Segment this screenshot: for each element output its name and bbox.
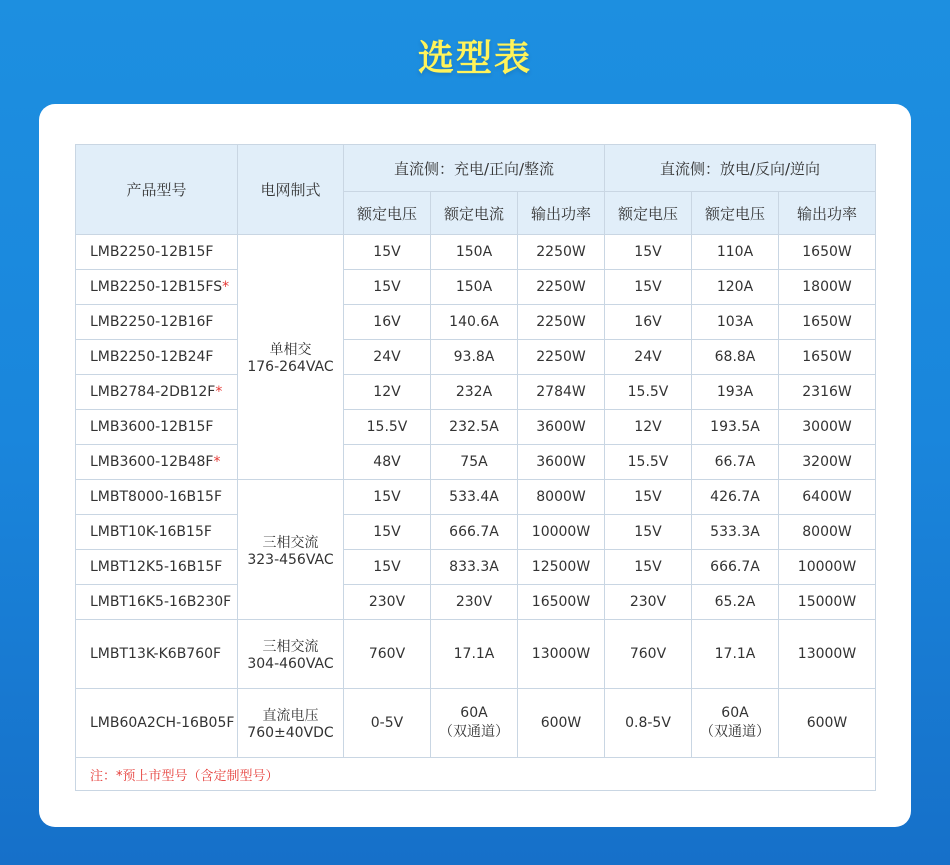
model-cell [76, 550, 238, 585]
table-row [76, 235, 876, 270]
discharge-power [779, 620, 876, 689]
charge-voltage [344, 270, 431, 305]
header-grid: 电网制式 [238, 145, 344, 235]
model-name: LMB3600-12B15F [90, 419, 214, 435]
charge-voltage-value: 0-5V [370, 715, 404, 731]
table-row [76, 305, 876, 340]
charge-current-value: 666.7A [449, 524, 499, 540]
discharge-voltage-value: 16V [634, 314, 662, 330]
charge-current-value: 60A [460, 705, 488, 721]
charge-power [518, 515, 605, 550]
model-name: LMB2250-12B24F [90, 349, 214, 365]
discharge-power [779, 340, 876, 375]
header-discharge-group: 直流侧：放电/反向/逆向 [605, 145, 876, 192]
charge-power [518, 445, 605, 480]
table-row [76, 340, 876, 375]
header-discharge-power: 输出功率 [779, 192, 876, 235]
discharge-power-value: 3000W [802, 419, 852, 435]
discharge-power-value: 6400W [802, 489, 852, 505]
discharge-power [779, 480, 876, 515]
charge-power-value: 2250W [536, 279, 586, 295]
grid-cell [238, 620, 344, 689]
grid-line2: 323-456VAC [247, 551, 334, 568]
charge-power [518, 550, 605, 585]
charge-voltage [344, 340, 431, 375]
grid-cell [238, 480, 344, 620]
charge-current-value: 232.5A [449, 419, 499, 435]
charge-voltage [344, 585, 431, 620]
discharge-voltage-value: 15V [634, 559, 662, 575]
charge-power [518, 410, 605, 445]
header-charge-power: 输出功率 [518, 192, 605, 235]
discharge-power-value: 13000W [797, 646, 857, 662]
header-model: 产品型号 [76, 145, 238, 235]
charge-voltage-value: 15.5V [366, 419, 408, 435]
model-cell [76, 445, 238, 480]
table-row [76, 515, 876, 550]
table-row [76, 620, 876, 689]
model-name: LMB2250-12B15FS [90, 279, 223, 295]
charge-current-note: （双通道） [439, 724, 509, 740]
discharge-power-value: 1650W [802, 349, 852, 365]
charge-current-value: 140.6A [449, 314, 499, 330]
charge-current-value: 230V [455, 594, 493, 610]
discharge-current-value: 120A [716, 279, 754, 295]
discharge-current-value: 65.2A [714, 594, 756, 610]
model-name: LMBT16K5-16B230F [90, 594, 232, 610]
charge-voltage [344, 515, 431, 550]
discharge-current [692, 235, 779, 270]
discharge-current [692, 340, 779, 375]
charge-voltage [344, 410, 431, 445]
discharge-voltage [605, 305, 692, 340]
discharge-power-value: 3200W [802, 454, 852, 470]
charge-voltage [344, 375, 431, 410]
table-row [76, 550, 876, 585]
charge-voltage [344, 235, 431, 270]
grid-cell [238, 689, 344, 758]
charge-power-value: 12500W [531, 559, 591, 575]
charge-current [431, 235, 518, 270]
charge-power [518, 480, 605, 515]
charge-power [518, 689, 605, 758]
discharge-current-value: 60A [721, 705, 749, 721]
discharge-current [692, 305, 779, 340]
charge-power [518, 235, 605, 270]
discharge-voltage [605, 515, 692, 550]
discharge-power [779, 585, 876, 620]
charge-power [518, 620, 605, 689]
charge-power-value: 2784W [536, 384, 586, 400]
model-cell [76, 270, 238, 305]
discharge-power [779, 410, 876, 445]
charge-current-value: 150A [455, 244, 493, 260]
discharge-voltage-value: 15.5V [627, 454, 669, 470]
discharge-power-value: 15000W [797, 594, 857, 610]
discharge-voltage [605, 550, 692, 585]
charge-voltage [344, 550, 431, 585]
discharge-current-value: 110A [716, 244, 754, 260]
selection-card [39, 104, 911, 827]
discharge-power-value: 1800W [802, 279, 852, 295]
discharge-voltage-value: 760V [629, 646, 667, 662]
discharge-voltage-value: 15V [634, 279, 662, 295]
footnote: 注：*预上市型号（含定制型号） [76, 758, 876, 791]
discharge-current [692, 585, 779, 620]
discharge-current [692, 445, 779, 480]
header-discharge-voltage: 额定电压 [605, 192, 692, 235]
charge-current [431, 480, 518, 515]
charge-current [431, 270, 518, 305]
model-cell [76, 585, 238, 620]
pre-launch-star: * [222, 279, 230, 295]
model-name: LMB3600-12B48F [90, 454, 214, 470]
model-name: LMB60A2CH-16B05F [90, 715, 235, 731]
discharge-voltage-value: 24V [634, 349, 662, 365]
discharge-power [779, 270, 876, 305]
discharge-voltage [605, 340, 692, 375]
header-charge-voltage: 额定电压 [344, 192, 431, 235]
discharge-current-value: 17.1A [714, 646, 756, 662]
model-name: LMB2250-12B16F [90, 314, 214, 330]
discharge-current [692, 375, 779, 410]
charge-current [431, 375, 518, 410]
discharge-current-value: 68.8A [714, 349, 756, 365]
discharge-current [692, 410, 779, 445]
model-cell [76, 305, 238, 340]
page-title: 选型表 [417, 38, 532, 79]
charge-voltage-value: 15V [373, 244, 401, 260]
charge-power-value: 3600W [536, 419, 586, 435]
model-cell [76, 620, 238, 689]
charge-current [431, 620, 518, 689]
discharge-voltage-value: 15.5V [627, 384, 669, 400]
discharge-power [779, 305, 876, 340]
header-charge-group: 直流侧：充电/正向/整流 [344, 145, 605, 192]
model-cell [76, 515, 238, 550]
charge-voltage-value: 15V [373, 279, 401, 295]
model-name: LMBT8000-16B15F [90, 489, 223, 505]
charge-power [518, 270, 605, 305]
model-cell [76, 235, 238, 270]
charge-power [518, 375, 605, 410]
discharge-current [692, 689, 779, 758]
discharge-power-value: 1650W [802, 244, 852, 260]
discharge-voltage [605, 270, 692, 305]
charge-voltage [344, 445, 431, 480]
charge-power-value: 600W [540, 715, 582, 731]
charge-power-value: 16500W [531, 594, 591, 610]
charge-power-value: 3600W [536, 454, 586, 470]
charge-current-value: 833.3A [449, 559, 499, 575]
charge-current [431, 550, 518, 585]
discharge-current-note: （双通道） [700, 724, 770, 740]
discharge-voltage-value: 0.8-5V [625, 715, 671, 731]
discharge-current-value: 103A [716, 314, 754, 330]
charge-power-value: 2250W [536, 244, 586, 260]
model-cell [76, 480, 238, 515]
model-cell [76, 689, 238, 758]
selection-table [75, 144, 876, 791]
discharge-current [692, 550, 779, 585]
discharge-voltage [605, 689, 692, 758]
charge-voltage [344, 305, 431, 340]
charge-voltage [344, 480, 431, 515]
discharge-power [779, 445, 876, 480]
charge-voltage-value: 12V [373, 384, 401, 400]
header-discharge-current: 额定电压 [692, 192, 779, 235]
charge-power-value: 13000W [531, 646, 591, 662]
discharge-power [779, 550, 876, 585]
charge-voltage-value: 15V [373, 489, 401, 505]
discharge-power-value: 8000W [802, 524, 852, 540]
charge-current [431, 515, 518, 550]
discharge-current [692, 620, 779, 689]
charge-power-value: 2250W [536, 349, 586, 365]
model-cell [76, 410, 238, 445]
charge-voltage-value: 230V [368, 594, 406, 610]
discharge-current-value: 426.7A [710, 489, 760, 505]
table-row [76, 480, 876, 515]
discharge-power-value: 10000W [797, 559, 857, 575]
charge-current-value: 533.4A [449, 489, 499, 505]
charge-current [431, 305, 518, 340]
discharge-power [779, 515, 876, 550]
grid-cell [238, 235, 344, 480]
pre-launch-star: * [215, 384, 223, 400]
discharge-current-value: 193A [716, 384, 754, 400]
charge-power [518, 585, 605, 620]
model-name: LMBT13K-K6B760F [90, 646, 222, 662]
charge-current-value: 93.8A [453, 349, 495, 365]
discharge-voltage-value: 15V [634, 489, 662, 505]
charge-current-value: 17.1A [453, 646, 495, 662]
table-body [76, 235, 876, 791]
pre-launch-star: * [213, 454, 221, 470]
table-row [76, 689, 876, 758]
model-cell [76, 340, 238, 375]
model-name: LMBT12K5-16B15F [90, 559, 223, 575]
discharge-current [692, 480, 779, 515]
discharge-voltage [605, 235, 692, 270]
charge-power-value: 10000W [531, 524, 591, 540]
discharge-current-value: 533.3A [710, 524, 760, 540]
discharge-power [779, 375, 876, 410]
charge-voltage-value: 16V [373, 314, 401, 330]
table-row [76, 585, 876, 620]
charge-current-value: 150A [455, 279, 493, 295]
discharge-voltage-value: 15V [634, 524, 662, 540]
charge-power [518, 305, 605, 340]
discharge-voltage [605, 410, 692, 445]
charge-voltage-value: 15V [373, 524, 401, 540]
grid-line2: 760±40VDC [247, 725, 334, 741]
charge-current [431, 340, 518, 375]
grid-line1: 三相交流 [262, 534, 319, 551]
discharge-voltage [605, 585, 692, 620]
discharge-power-value: 2316W [802, 384, 852, 400]
discharge-voltage-value: 15V [634, 244, 662, 260]
model-name: LMB2784-2DB12F [90, 384, 216, 400]
model-name: LMBT10K-16B15F [90, 524, 212, 540]
discharge-power [779, 689, 876, 758]
discharge-power [779, 235, 876, 270]
grid-line2: 304-460VAC [247, 656, 334, 672]
discharge-voltage [605, 375, 692, 410]
grid-line1: 直流电压 [262, 708, 319, 724]
charge-power [518, 340, 605, 375]
discharge-voltage [605, 480, 692, 515]
charge-voltage-value: 760V [368, 646, 406, 662]
table-row [76, 410, 876, 445]
model-name: LMB2250-12B15F [90, 244, 214, 260]
charge-voltage-value: 24V [373, 349, 401, 365]
charge-voltage-value: 48V [373, 454, 401, 470]
discharge-voltage [605, 620, 692, 689]
discharge-current [692, 270, 779, 305]
charge-current [431, 445, 518, 480]
discharge-power-value: 1650W [802, 314, 852, 330]
discharge-current-value: 193.5A [710, 419, 760, 435]
grid-line1: 三相交流 [262, 639, 319, 655]
grid-line2: 176-264VAC [247, 359, 334, 375]
charge-voltage [344, 620, 431, 689]
charge-current [431, 585, 518, 620]
charge-current [431, 410, 518, 445]
discharge-current-value: 66.7A [714, 454, 756, 470]
charge-voltage-value: 15V [373, 559, 401, 575]
table-row [76, 445, 876, 480]
table-row [76, 270, 876, 305]
charge-voltage [344, 689, 431, 758]
discharge-voltage-value: 12V [634, 419, 662, 435]
charge-current [431, 689, 518, 758]
discharge-current [692, 515, 779, 550]
discharge-voltage [605, 445, 692, 480]
grid-line1: 单相交 [269, 342, 312, 358]
table-row [76, 375, 876, 410]
charge-current-value: 75A [460, 454, 488, 470]
model-cell [76, 375, 238, 410]
discharge-power-value: 600W [806, 715, 848, 731]
discharge-current-value: 666.7A [710, 559, 760, 575]
charge-current-value: 232A [455, 384, 493, 400]
charge-power-value: 2250W [536, 314, 586, 330]
charge-power-value: 8000W [536, 489, 586, 505]
header-charge-current: 额定电流 [431, 192, 518, 235]
discharge-voltage-value: 230V [629, 594, 667, 610]
